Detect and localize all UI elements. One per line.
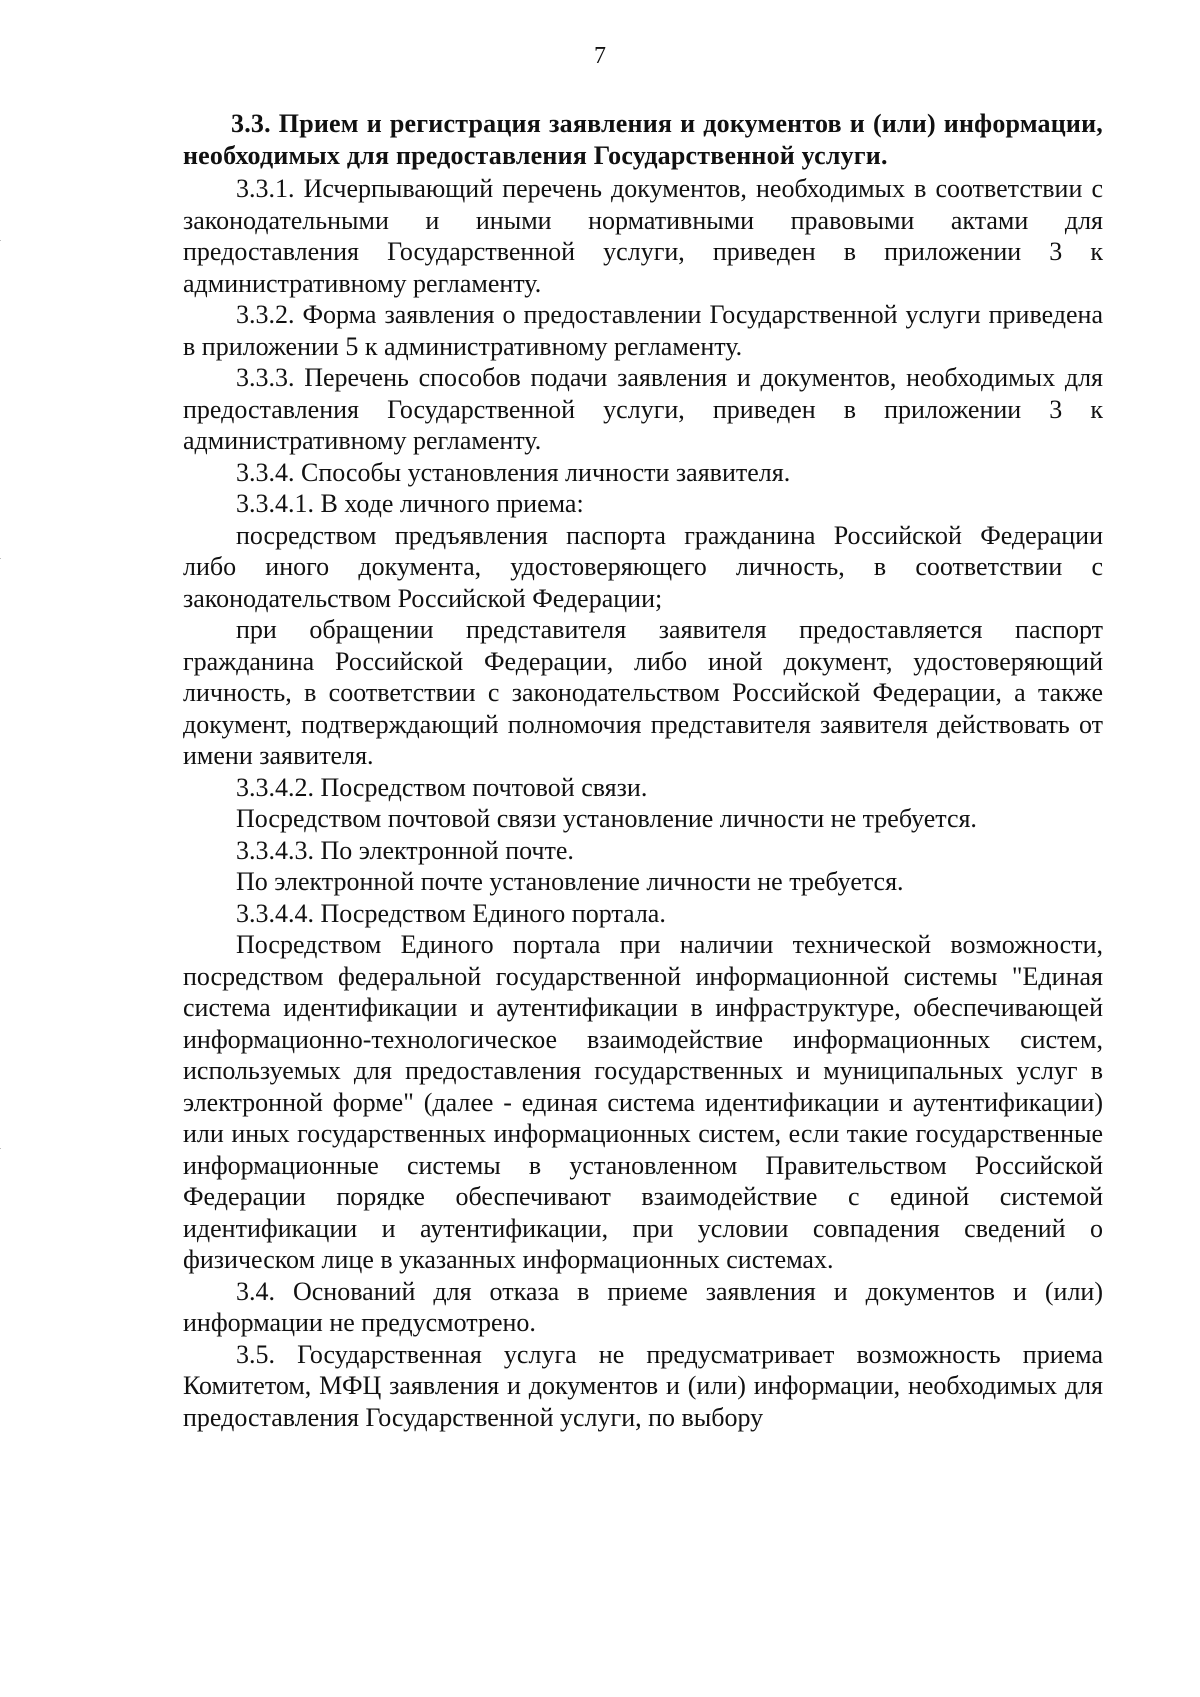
scan-artifact (0, 240, 1, 241)
document-body (183, 108, 1103, 1433)
paragraph-email: По электронной почте установление личности не требуется. (236, 867, 904, 896)
paragraph-representative: при обращении представителя заявителя предоставляется паспорт гражданина Российской Федерации, либо иной документ, удостоверяющий личность, в соответствии с законодательством Российской Федерации, а также документ, подтверждающий полномочия представителя заявителя действовать от имени заявителя. (183, 615, 1103, 770)
paragraph-postal: Посредством почтовой связи установление личности не требуется. (236, 804, 977, 833)
scan-artifact (0, 1148, 1, 1149)
paragraph-3-4: 3.4. Оснований для отказа в приеме заявления и документов и (или) информации не предусмотрено. (183, 1276, 1103, 1337)
paragraph-3-3-4-4: 3.3.4.4. Посредством Единого портала. (236, 898, 666, 928)
paragraph-3-3-4-1: 3.3.4.1. В ходе личного приема: (236, 489, 584, 518)
scan-artifact (0, 558, 1, 559)
paragraph-3-3-4-3: 3.3.4.3. По электронной почте. (236, 835, 574, 865)
paragraph-3-3-4: 3.3.4. Способы установления личности заявителя. (236, 457, 791, 487)
paragraph-passport: посредством предъявления паспорта гражданина Российской Федерации либо иного документа, удостоверяющего личность, в соответствии с законодательством Российской Федерации; (183, 520, 1103, 613)
paragraph-3-3-4-2: 3.3.4.2. Посредством почтовой связи. (236, 772, 648, 802)
paragraph-3-3-3: 3.3.3. Перечень способов подачи заявления и документов, необходимых для предоставления Государственной услуги, приведен в приложении 3 к административному регламенту. (183, 363, 1103, 455)
paragraph-3-3-1: 3.3.1. Исчерпывающий перечень документов, необходимых в соответствии с законодательными и иными нормативными правовыми актами для предоставления Государственной услуги, приведен в приложении 3 к административному регламенту. (183, 174, 1103, 298)
paragraph-portal: Посредством Единого портала при наличии технической возможности, посредством федеральной государственной информационной системы "Единая система идентификации и аутентификации в инфраструктуре, обеспечивающей информационно-технологическое взаимодействие информационных систем, используемых для предоставления государственных и муниципальных услуг в электронной форме" (далее - единая система идентификации и аутентификации) или иных государственных информационных систем, если такие государственные информационные системы в установленном Правительством Российской Федерации порядке обеспечивают взаимодействие с единой системой идентификации и аутентификации, при условии совпадения сведений о физическом лице в указанных информационных системах. (183, 930, 1103, 1274)
section-heading: 3.3. Прием и регистрация заявления и документов и (или) информации, необходимых для предоставления Государственной услуги. (183, 109, 1103, 170)
paragraph-3-5: 3.5. Государственная услуга не предусматривает возможность приема Комитетом, МФЦ заявления и документов и (или) информации, необходимых для предоставления Государственной услуги, по выбору (183, 1339, 1103, 1432)
page-number: 7 (594, 43, 606, 69)
paragraph-3-3-2: 3.3.2. Форма заявления о предоставлении Государственной услуги приведена в приложении 5 к административному регламенту. (183, 300, 1103, 361)
